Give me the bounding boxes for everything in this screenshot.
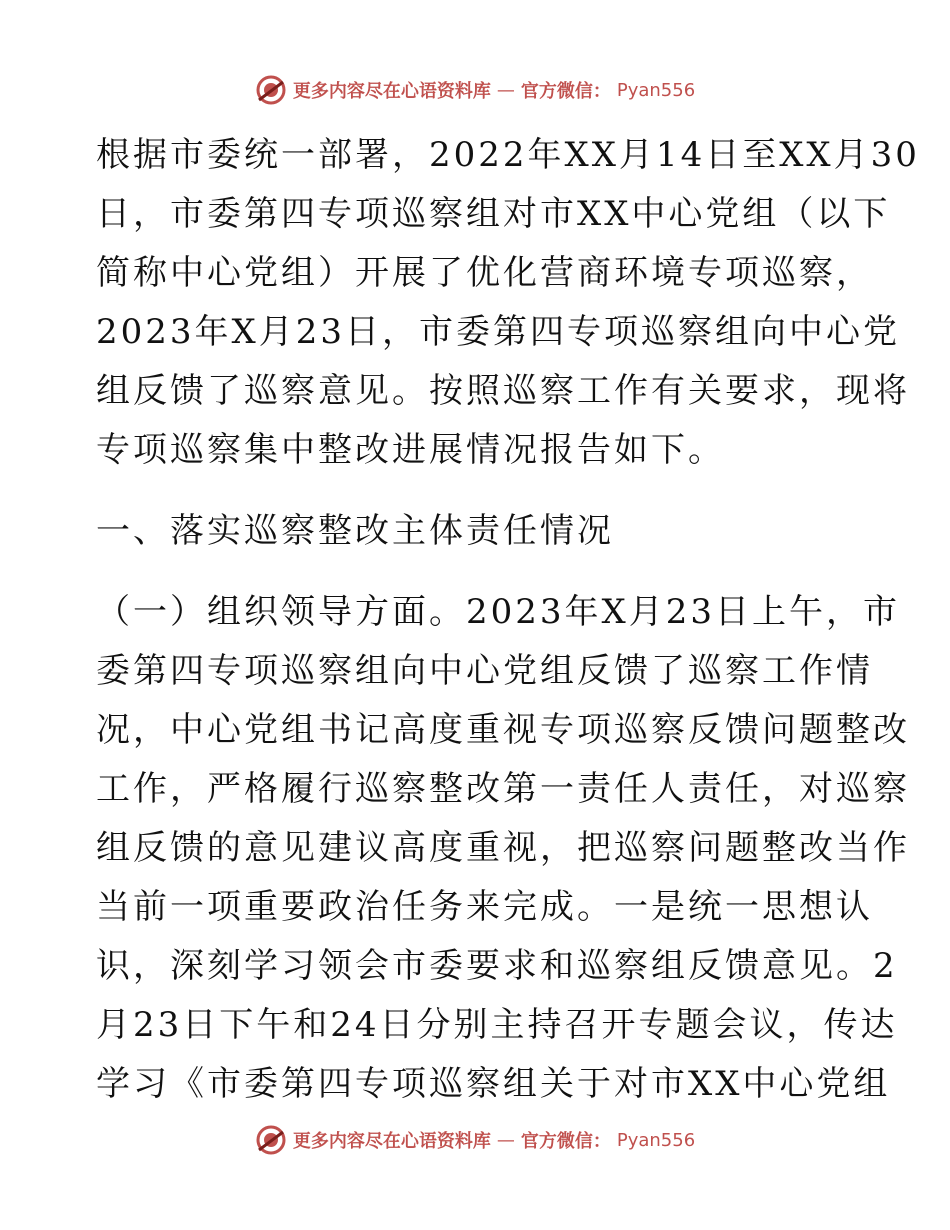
paragraph-line: 专项巡察集中整改进展情况报告如下。 bbox=[96, 430, 725, 470]
seal-logo-icon bbox=[255, 74, 287, 106]
paragraph-line: 识，深刻学习领会市委要求和巡察组反馈意见。2 bbox=[96, 946, 898, 986]
footer-watermark bbox=[0, 1122, 950, 1158]
paragraph-line: 况，中心党组书记高度重视专项巡察反馈问题整改 bbox=[96, 710, 910, 750]
paragraph-line: 月23日下午和24日分别主持召开专题会议，传达 bbox=[96, 1005, 898, 1045]
paragraph-line: 根据市委统一部署，2022年XX月14日至XX月30 bbox=[96, 135, 920, 175]
watermark-separator: — bbox=[496, 79, 515, 101]
paragraph-gap bbox=[96, 480, 856, 502]
watermark-wechat-label: 官方微信： bbox=[520, 1131, 611, 1152]
paragraph-line: 日，市委第四专项巡察组对市XX中心党组（以下 bbox=[96, 194, 891, 234]
paragraph-line: 当前一项重要政治任务来完成。一是统一思想认 bbox=[96, 887, 873, 927]
watermark-text: 更多内容尽在心语资料库 bbox=[292, 81, 491, 102]
paragraph-line: 委第四专项巡察组向中心党组反馈了巡察工作情 bbox=[96, 651, 873, 691]
paragraph-line: 2023年X月23日，市委第四专项巡察组向中心党 bbox=[96, 312, 900, 352]
watermark-handle: Pyan556 bbox=[616, 79, 696, 101]
paragraph-line: 简称中心党组）开展了优化营商环境专项巡察， bbox=[96, 253, 873, 293]
paragraph-leadership bbox=[96, 583, 910, 1114]
paragraph-line: 组反馈了巡察意见。按照巡察工作有关要求，现将 bbox=[96, 371, 910, 411]
header-watermark bbox=[0, 72, 950, 108]
watermark-separator: — bbox=[496, 1129, 515, 1151]
paragraph-line: 组反馈的意见建议高度重视，把巡察问题整改当作 bbox=[96, 828, 910, 868]
watermark-wechat-label: 官方微信： bbox=[520, 81, 611, 102]
watermark-text: 更多内容尽在心语资料库 bbox=[292, 1131, 491, 1152]
paragraph-gap bbox=[96, 561, 856, 583]
seal-logo-icon bbox=[255, 1124, 287, 1156]
watermark-handle: Pyan556 bbox=[616, 1129, 696, 1151]
paragraph-line: 学习《市委第四专项巡察组关于对市XX中心党组 bbox=[96, 1064, 891, 1104]
document-body bbox=[96, 126, 920, 1114]
paragraph-line: 工作，严格履行巡察整改第一责任人责任，对巡察 bbox=[96, 769, 910, 809]
paragraph-intro bbox=[96, 126, 920, 480]
section-heading: 一、落实巡察整改主体责任情况 bbox=[96, 511, 614, 551]
paragraph-line: （一）组织领导方面。2023年X月23日上午，市 bbox=[96, 592, 900, 632]
